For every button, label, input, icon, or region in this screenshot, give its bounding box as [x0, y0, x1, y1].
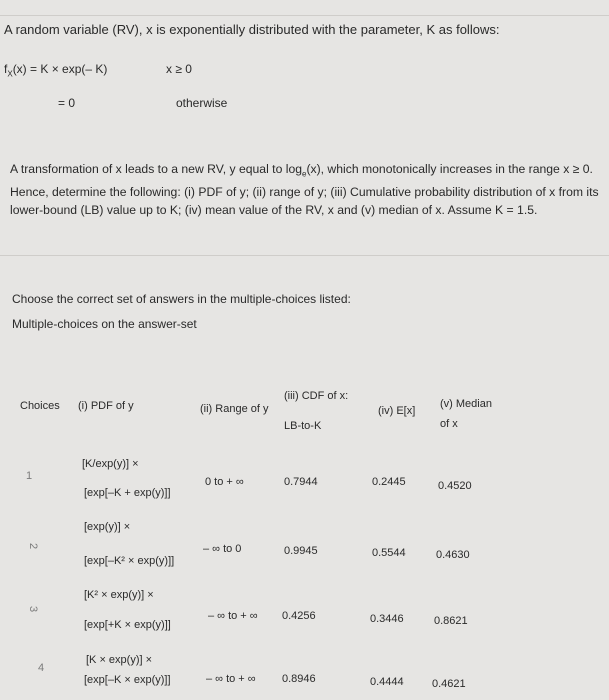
- header-mean: (iv) E[x]: [378, 405, 416, 417]
- pdf-rhs: (x) = K × exp(– K): [12, 62, 108, 76]
- row-3-mean: 0.3446: [370, 613, 404, 625]
- row-3-range: – ∞ to + ∞: [208, 610, 258, 622]
- row-3-number: 3: [27, 605, 40, 613]
- header-cdf-1: (iii) CDF of x:: [284, 390, 349, 402]
- row-4-number: 4: [38, 662, 45, 674]
- header-median-2: of x: [440, 418, 458, 430]
- middle-divider: [0, 255, 609, 256]
- row-3-pdf-line2: [exp[+K × exp(y)]]: [84, 619, 171, 631]
- pdf-definition: [4, 62, 107, 78]
- row-2-mean: 0.5544: [372, 547, 406, 559]
- transform-paragraph: [10, 160, 604, 219]
- pdf-zero: = 0: [58, 96, 76, 110]
- row-4-range: – ∞ to + ∞: [206, 673, 256, 685]
- row-4-cdf: 0.8946: [282, 673, 316, 685]
- header-choices: Choices: [20, 400, 60, 412]
- transform-sub: e: [302, 169, 307, 179]
- pdf-otherwise: otherwise: [176, 96, 228, 110]
- row-4-mean: 0.4444: [370, 676, 404, 688]
- pdf-lhs: f: [4, 62, 8, 76]
- row-1-mean: 0.2445: [372, 476, 406, 488]
- row-3-pdf-line1: [K² × exp(y)] ×: [84, 589, 154, 601]
- row-2-pdf-line1: [exp(y)] ×: [84, 521, 131, 533]
- header-median-1: (v) Median: [440, 398, 492, 410]
- row-3-cdf: 0.4256: [282, 610, 316, 622]
- transform-text-b: (x), which monotonically increases in the range x ≥ 0. Hence, determine the following: (i) PDF of y; (ii) range of y; (iii) Cumulative probability distribution of x from its lower-bound (LB) value up to K; (iv) mean value of the RV, x and (v) median of x. Assume K = 1.5.: [10, 162, 599, 218]
- row-1-number: 1: [26, 470, 33, 482]
- header-pdf: (i) PDF of y: [78, 400, 134, 412]
- pdf-condition: x ≥ 0: [166, 62, 192, 76]
- problem-intro: A random variable (RV), x is exponentially distributed with the parameter, K as follows:: [4, 22, 500, 37]
- header-cdf-2: LB-to-K: [284, 420, 322, 432]
- row-1-cdf: 0.7944: [284, 476, 318, 488]
- multiple-choices-label: Multiple-choices on the answer-set: [12, 317, 197, 331]
- header-range: (ii) Range of y: [200, 403, 269, 415]
- row-4-pdf-line1: [K × exp(y)] ×: [86, 654, 153, 666]
- row-2-pdf-line2: [exp[–K² × exp(y)]]: [84, 555, 175, 567]
- row-2-median: 0.4630: [436, 549, 470, 561]
- transform-text-a: A transformation of x leads to a new RV, y equal to log: [10, 162, 302, 176]
- row-2-range: – ∞ to 0: [203, 543, 242, 555]
- row-2-cdf: 0.9945: [284, 545, 318, 557]
- row-4-median: 0.4621: [432, 678, 466, 690]
- pdf-sub: X: [7, 69, 13, 79]
- row-1-median: 0.4520: [438, 480, 472, 492]
- row-2-number: 2: [27, 542, 40, 550]
- row-1-pdf-line1: [K/exp(y)] ×: [82, 458, 139, 470]
- top-divider: [0, 15, 609, 16]
- row-1-pdf-line2: [exp[–K + exp(y)]]: [84, 487, 171, 499]
- row-1-range: 0 to + ∞: [205, 476, 244, 488]
- row-4-pdf-line2: [exp[–K × exp(y)]]: [84, 674, 171, 686]
- row-3-median: 0.8621: [434, 615, 468, 627]
- choose-instruction: Choose the correct set of answers in the multiple-choices listed:: [12, 292, 351, 306]
